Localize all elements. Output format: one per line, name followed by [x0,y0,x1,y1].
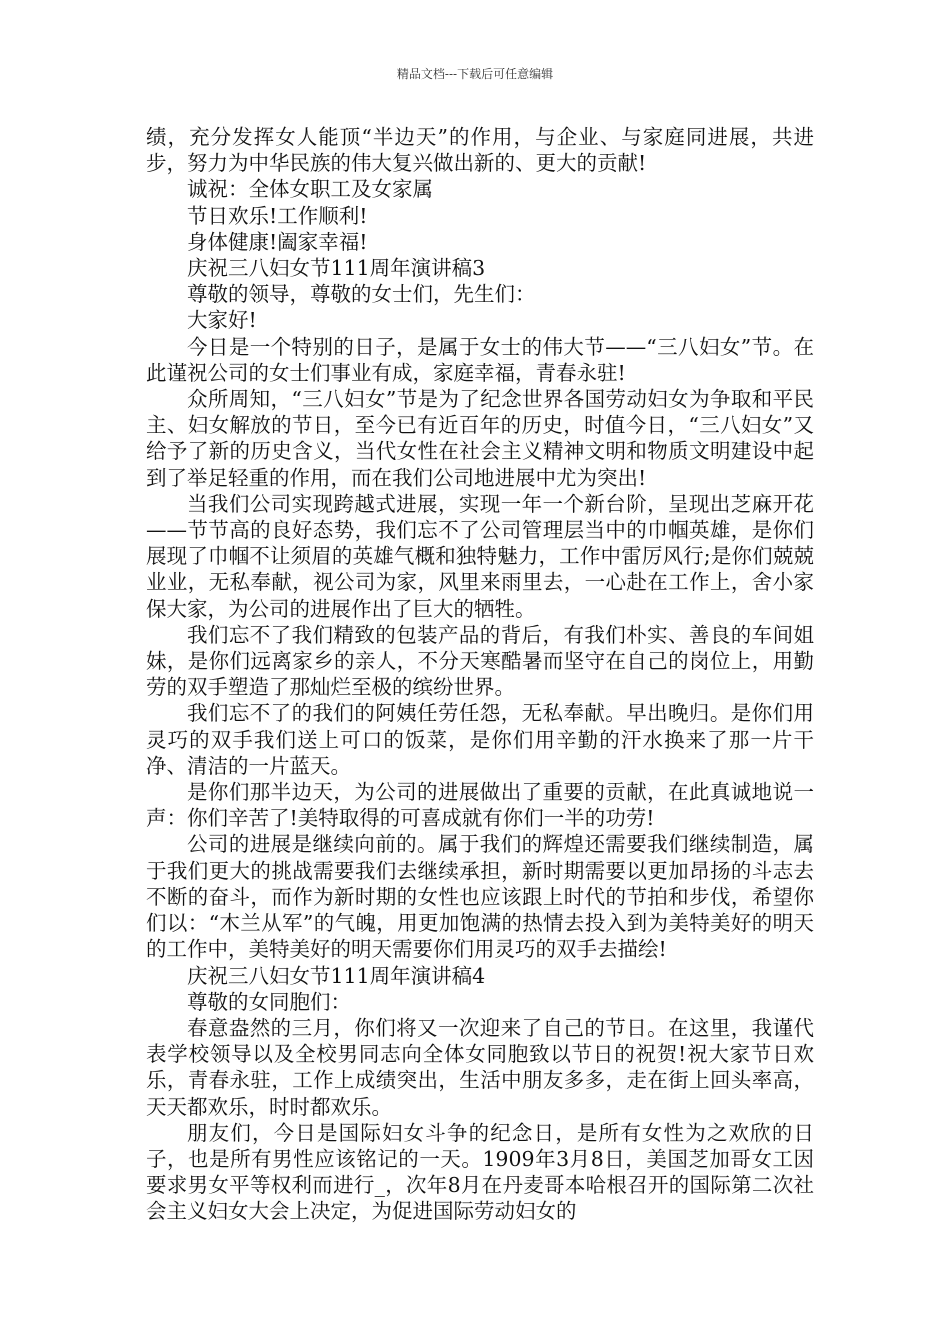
paragraph: 我们忘不了我们精致的包装产品的背后，有我们朴实、善良的车间姐妹，是你们远离家乡的亲人，不分天寒酷暑而坚守在自己的岗位上，用勤劳的双手塑造了那灿烂至极的缤纷世界。 [146,622,814,700]
paragraph: 公司的进展是继续向前的。属于我们的辉煌还需要我们继续制造，属于我们更大的挑战需要我们去继续承担，新时期需要以更加昂扬的斗志去不断的奋斗，而作为新时期的女性也应该跟上时代的节拍和步伐，希望你们以：“木兰从军”的气魄，用更加饱满的热情去投入到为美特美好的明天的工作中，美特美好的明天需要你们用灵巧的双手去描绘! [146,832,814,962]
paragraph: 今日是一个特别的日子，是属于女士的伟大节——“三八妇女”节。在此谨祝公司的女士们事业有成，家庭幸福，青春永驻! [146,334,814,385]
paragraph: 是你们那半边天，为公司的进展做出了重要的贡献，在此真诚地说一声：你们辛苦了!美特取得的可喜成就有你们一半的功劳! [146,780,814,831]
paragraph: 春意盎然的三月，你们将又一次迎来了自己的节日。在这里，我谨代表学校领导以及全校男同志向全体女同胞致以节日的祝贺!祝大家节日欢乐，青春永驻，工作上成绩突出，生活中朋友多多，走在街上回头率高，天天都欢乐，时时都欢乐。 [146,1015,814,1119]
greeting: 大家好! [187,308,257,333]
paragraph: 当我们公司实现跨越式进展，实现一年一个新台阶，呈现出芝麻开花——节节高的良好态势，我们忘不了公司管理层当中的巾帼英雄，是你们展现了巾帼不让须眉的英雄气概和独特魅力，工作中雷厉风行;是你们兢兢业业，无私奉献，视公司为家，风里来雨里去，一心赴在工作上，舍小家保大家，为公司的进展作出了巨大的牺牲。 [146,491,814,621]
paragraph: 诚祝：全体女职工及女家属 [187,177,433,202]
paragraph: 朋友们，今日是国际妇女斗争的纪念日，是所有女性为之欢欣的日子，也是所有男性应该铭记的一天。1909年3月8日，美国芝加哥女工因要求男女平等权利而进行_，次年8月在丹麦哥本哈根召开的国际第二次社会主义妇女大会上决定，为促进国际劳动妇女的 [146,1120,814,1224]
paragraph: 身体健康!阖家幸福! [187,229,368,254]
paragraph: 众所周知，“三八妇女”节是为了纪念世界各国劳动妇女为争取和平民主、妇女解放的节日，至今已有近百年的历史，时值今日，“三八妇女”又给予了新的历史含义，当代女性在社会主义精神文明和物质文明建设中起到了举足轻重的作用，而在我们公司地进展中尤为突出! [146,387,814,490]
document-body [146,124,814,1225]
section-heading: 庆祝三八妇女节111周年演讲稿4 [187,963,486,988]
paragraph: 我们忘不了的我们的阿姨任劳任怨，无私奉献。早出晚归。是你们用灵巧的双手我们送上可口的饭菜，是你们用辛勤的汗水换来了那一片干净、清洁的一片蓝天。 [146,701,814,778]
paragraph: 节日欢乐!工作顺利! [187,203,368,228]
salutation: 尊敬的女同胞们： [187,989,351,1014]
salutation: 尊敬的领导，尊敬的女士们，先生们： [187,282,536,307]
section-heading: 庆祝三八妇女节111周年演讲稿3 [187,256,486,281]
page-header: 精品文档---下载后可任意编辑 [396,67,554,81]
paragraph: 绩，充分发挥女人能顶“半边天”的作用，与企业、与家庭同进展，共进步，努力为中华民族的伟大复兴做出新的、更大的贡献! [146,125,814,176]
